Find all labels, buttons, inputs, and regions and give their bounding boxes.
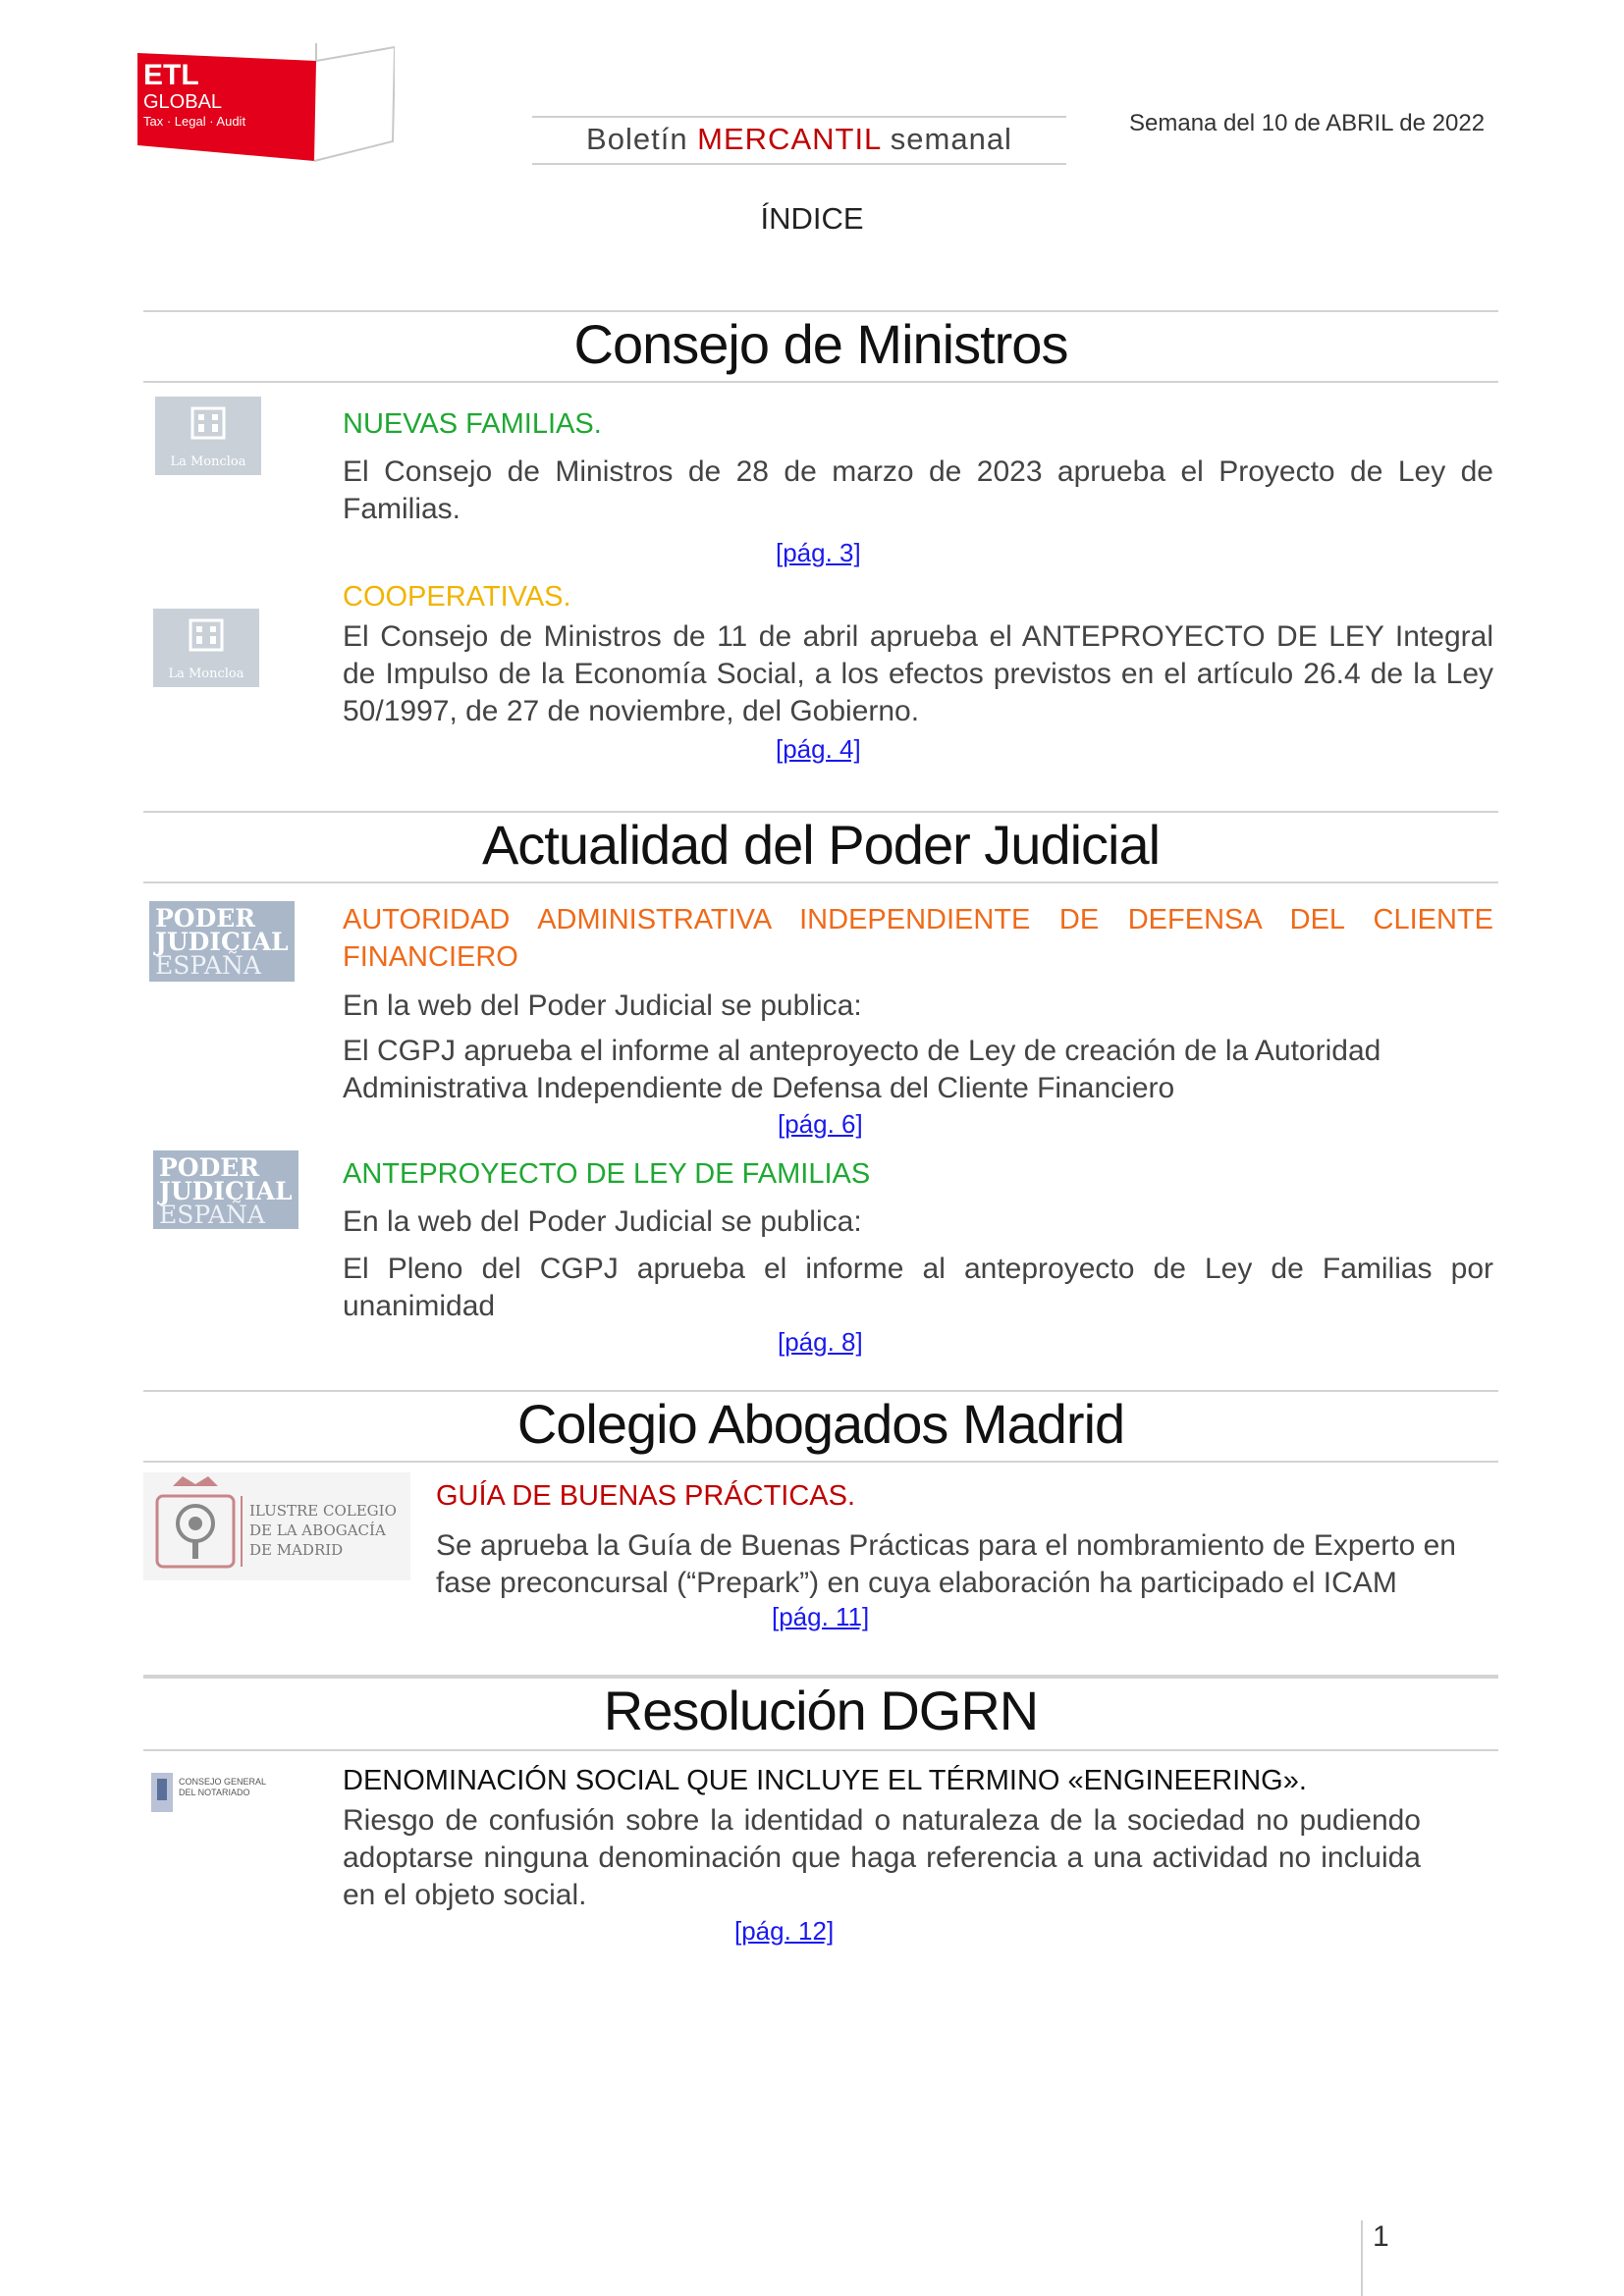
section-title-colegio-abogados: Colegio Abogados Madrid [516,1393,1125,1455]
item-title-cooperativas: COOPERATIVAS. [343,581,571,613]
item-text-cooperativas: El Consejo de Ministros de 11 de abril aprueba el ANTEPROYECTO DE LEY Integral de Impulso de la Economía Social, a los efectos previstos en el artículo 26.4 de la Ley 50/1997, de 27 de noviembre, del Gobierno. [343,620,1493,727]
item-text-anteproyecto-familias: El Pleno del CGPJ aprueba el informe al anteproyecto de Ley de Familias por unanimidad [343,1253,1493,1322]
icam-logo-line: DE MADRID [249,1541,344,1559]
section-title-poder-judicial: Actualidad del Poder Judicial [481,814,1161,876]
moncloa-logo [153,609,259,687]
item-title-autoridad-cliente-financiero: AUTORIDAD ADMINISTRATIVA INDEPENDIENTE DE DEFENSA DEL CLIENTE FINANCIERO [343,904,1493,973]
notariado-logo [149,1767,287,1822]
item-title-engineering: DENOMINACIÓN SOCIAL QUE INCLUYE EL TÉRMINO «ENGINEERING». [343,1765,1307,1796]
item-text-engineering: Riesgo de confusión sobre la identidad o naturaleza de la sociedad no pudiendo adoptarse ninguna denominación que haga referencia a una actividad no incluida en el objeto social. [343,1804,1421,1911]
moncloa-logo-text: La Moncloa [168,667,244,681]
logo-text-global: GLOBAL [143,91,223,113]
pj-logo-line: JUDICIAL [155,928,289,956]
item-text-autoridad-cliente-financiero: El CGPJ aprueba el informe al anteproyecto de Ley de creación de la Autoridad Administrativa Independiente de Defensa del Cliente Financiero [343,1035,1381,1104]
item-text-nuevas-familias: El Consejo de Ministros de 28 de marzo de 2023 aprueba el Proyecto de Ley de Familias. [343,455,1493,525]
page-link-4[interactable]: [pág. 4] [776,734,861,764]
moncloa-logo [155,397,261,475]
pj-logo-line: JUDICIAL [159,1177,293,1205]
poder-judicial-logo [149,901,295,982]
item-title-anteproyecto-familias: ANTEPROYECTO DE LEY DE FAMILIAS [343,1158,871,1190]
icam-logo-line: DE LA ABOGACÍA [249,1522,386,1539]
section-title-consejo: Consejo de Ministros [573,313,1068,375]
pj-logo-line: PODER [155,904,256,933]
section-divider [143,881,1498,883]
page-number: 1 [1373,2220,1389,2253]
bulletin-prefix: Boletín [586,122,698,156]
page-link-6[interactable]: [pág. 6] [778,1109,863,1139]
section-divider [143,381,1498,383]
item-text-guia-buenas-practicas: Se aprueba la Guía de Buenas Prácticas para el nombramiento de Experto en fase preconcursal (“Prepark”) en cuya elaboración ha participado el ICAM [436,1529,1456,1599]
bulletin-title [532,116,1066,165]
poder-judicial-logo [153,1150,298,1229]
item-title-nuevas-familias: NUEVAS FAMILIAS. [343,408,602,440]
logo-text-etl: ETL [143,59,199,91]
bulletin-highlight: MERCANTIL [697,122,882,156]
section-divider [143,1749,1498,1751]
logo-text-tagline: Tax · Legal · Audit [143,114,246,129]
page-link-12[interactable]: [pág. 12] [734,1916,835,1946]
page-link-8[interactable]: [pág. 8] [778,1327,863,1357]
page-link-3[interactable]: [pág. 3] [776,538,861,567]
pj-logo-line: ESPAÑA [159,1201,265,1229]
week-date: Semana del 10 de ABRIL de 2022 [1129,110,1486,136]
notariado-logo-line: CONSEJO GENERAL [179,1777,267,1787]
item-intro-poder-judicial: En la web del Poder Judicial se publica: [343,989,862,1022]
index-title: ÍNDICE [760,201,864,236]
item-title-guia-buenas-practicas: GUÍA DE BUENAS PRÁCTICAS. [436,1480,856,1512]
icam-logo-line: ILUSTRE COLEGIO [249,1502,397,1520]
section-title-dgrn: Resolución DGRN [603,1680,1039,1741]
pj-logo-line: ESPAÑA [155,951,261,980]
etl-global-logo [137,43,395,163]
notariado-logo-line: DEL NOTARIADO [179,1788,250,1797]
moncloa-logo-text: La Moncloa [170,454,246,469]
page-link-11[interactable]: [pág. 11] [772,1602,870,1631]
page-number-divider [1361,2220,1363,2296]
pj-logo-line: PODER [159,1153,260,1182]
bulletin-suffix: semanal [881,122,1012,156]
section-divider [143,1461,1498,1463]
item-intro-poder-judicial: En la web del Poder Judicial se publica: [343,1205,862,1238]
icam-logo [143,1472,410,1580]
